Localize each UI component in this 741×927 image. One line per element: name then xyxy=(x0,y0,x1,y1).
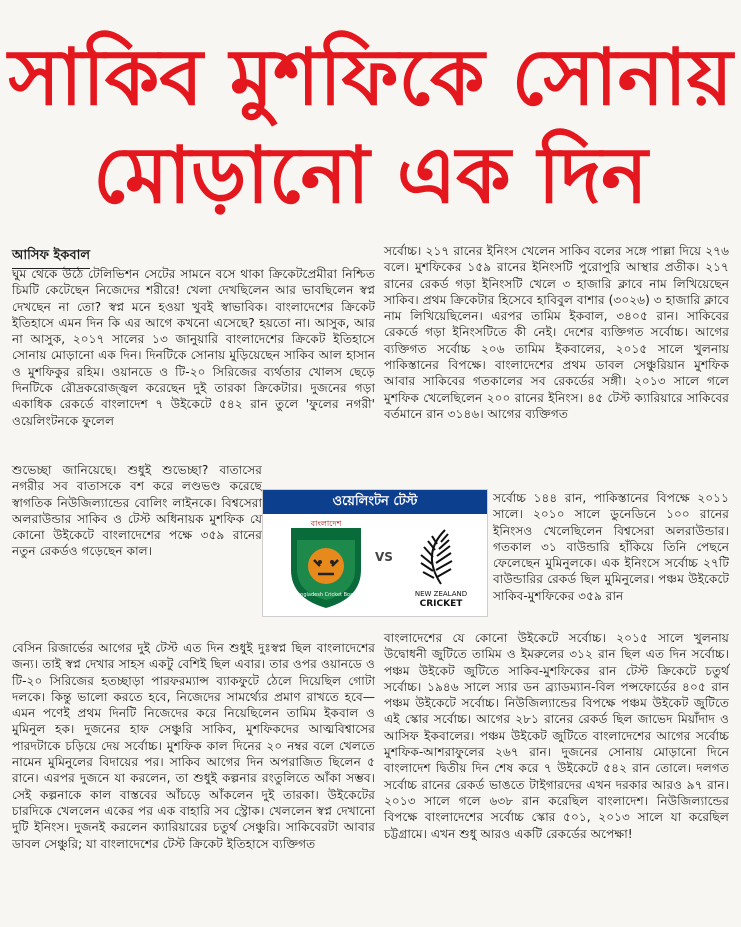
byline: আসিফ ইকবাল xyxy=(12,246,90,269)
paragraph: বেসিন রিজার্ভের আগের দুই টেস্ট এত দিন শুধুই দুঃস্বপ্ন ছিল বাংলাদেশের জন্য। তাই স্বপ্ন দেখার সাহস একটু বেশিই ছিল এবার। তার ওপর ওয়ানডে ও টি-২০ সিরিজের হতচ্ছাড়া পারফরম্যান্স ব্যাকফুটে ঠেলে দিয়েছিল গোটা দলকে। কিন্তু ভালো করতে হবে, নিজেদের সামর্থ্যের প্রমাণ রাখতে হবে— এমন পণেই প্রথম দিনটি নিজেদের করে নিয়েছিলেন তামিম ইকবাল ও মুমিনুল হক। দুজনের হাফ সেঞ্চুরি সাকিব, মুশফিকদের আত্মবিশ্বাসের পারদটাকে চড়িয়ে দেয় সর্বোচ্চ। মুশফিক কাল দিনের ২০ নম্বর বলে খেলতে নামেন মুমিনুলের বিদায়ের পর। সাকিব আগের দিন অপরাজিত ছিলেন ৫ রানে। এরপর দুজনে যা করলেন, তা শুধুই কল্পনার রংতুলিতে আঁকা সম্ভব। সেই কল্পনাকে কাল বাস্তবের আঁচড়ে আঁকলেন দুই তারকা। উইকেটের চারদিকে খেললেন একের পর এক বাহারি সব স্ট্রোক। খেললেন স্বপ্ন দেখানো দুটি ইনিংস। দুজনই করলেন ক্যারিয়ারের চতুর্থ সেঞ্চুরি। সাকিবেরটা আবার ডাবল সেঞ্চুরি; যা বাংলাদেশের টেস্ট ক্রিকেট ইতিহাসে ব্যক্তিগত xyxy=(12,641,375,851)
article-text-right-bottom xyxy=(384,630,729,842)
paragraph: বাংলাদেশের যে কোনো উইকেটে সর্বোচ্চ। ২০১৫ সালে খুলনায় উদ্বোধনী জুটিতে তামিম ও ইমরুলের ৩১২ রান ছিল এত দিন সর্বোচ্চ। পঞ্চম উইকেট জুটিতে সাকিব-মুশফিকের রান টেস্ট ক্রিকেটে চতুর্থ সর্বোচ্চ। ১৯৪৬ সালে স্যার ডন ব্র্যাডম্যান-বিল পন্সফোর্ডের ৪০৫ রান পঞ্চম উইকেটে সর্বোচ্চ। নিউজিল্যান্ডের বিপক্ষে পঞ্চম উইকেট জুটিতে এই স্কোর সর্বোচ্চ। আগের ২৮১ রানের রেকর্ড ছিল জাভেদ মিয়াঁদাদ ও আসিফ ইকবালের। পঞ্চম উইকেট জুটিতে বাংলাদেশের আগের সর্বোচ্চ মুশফিক-আশরাফুলের ২৬৭ রান। দুজনের সোনায় মোড়ানো দিনে বাংলাদেশ দ্বিতীয় দিন শেষ করে ৭ উইকেটে ৫৪২ রান তোলে। দলগত সর্বোচ্চ রানের রেকর্ড ভাঙতে টাইগারদের এখন দরকার আরও ৯৭ রান। ২০১৩ সালে গলে ৬৩৮ রান করেছিল বাংলাদেশ। নিউজিল্যান্ডের বিপক্ষে বাংলাদেশের সর্বোচ্চ স্কোর ৫০১, ২০১৩ সালে যা করেছিল চট্টগ্রামে। এখন শুধু আরও একটি রেকর্ডের অপেক্ষা! xyxy=(384,631,729,841)
article-text-right-mid xyxy=(493,490,729,604)
paragraph: ঘুম থেকে উঠে টেলিভিশন সেটের সামনে বসে থাকা ক্রিকেটপ্রেমীরা নিশ্চিত চিমটি কেটেছেন নিজেদের শরীরে! খেলা দেখছিলেন আর ভাবছিলেন স্বপ্ন দেখছেন না তো? স্বপ্ন মনে হওয়া খুবই স্বাভাবিক। বাংলাদেশের ক্রিকেট ইতিহাসে এমন দিন কি এর আগে কখনো এসেছে? হয়তো না। আসুক, আর না আসুক, ২০১৭ সালের ১৩ জানুয়ারি বাংলাদেশের ক্রিকেট ইতিহাসে সোনায় মোড়ানো এক দিন। দিনটিকে সোনায় মুড়িয়েছেন সাকিব আল হাসান ও মুশফিকুর রহিম। ওয়ানডে ও টি-২০ সিরিজের ব্যর্থতার খোলস ছেড়ে দিনটিকে রৌদ্রকরোজ্জ্বল করেছেন দুই তারকা ক্রিকেটার। দুজনের গড়া একাধিক রেকর্ডে বাংলাদেশ ৭ উইকেটে ৫৪২ রান তুলে 'ফুলের নগরী' ওয়েলিংটনকে ফুলেল xyxy=(12,267,375,428)
bangladesh-cricket-logo xyxy=(283,520,369,610)
nz-logo-line-1: NEW ZEALAND xyxy=(414,590,468,598)
bd-logo-bottom-text: Bangladesh Cricket Board xyxy=(293,592,359,598)
panel-title: ওয়েলিংটন টেস্ট xyxy=(263,490,487,514)
nz-logo-line-2: CRICKET xyxy=(419,599,463,609)
paragraph: শুভেচ্ছা জানিয়েছে। শুধুই শুভেচ্ছা? বাতাসের নগরীর সব বাতাসকে বশ করে লণ্ডভণ্ড করেছে স্বাগতিক নিউজিল্যান্ডের বোলিং লাইনকে। বিশ্বসেরা অলরাউন্ডার সাকিব ও টেস্ট অধিনায়ক মুশফিক যে কোনো উইকেটে বাংলাদেশের পক্ষে ৩৫৯ রানের নতুন রেকর্ডও গড়েছেন কাল। xyxy=(12,463,262,559)
headline-line-1: সাকিব মুশফিকে সোনায় xyxy=(8,33,733,123)
article-text-left-top xyxy=(12,266,375,429)
headline-line-2: মোড়ানো এক দিন xyxy=(93,131,648,221)
bd-logo-top-text: বাংলাদেশ xyxy=(310,520,342,528)
paragraph: সর্বোচ্চ। ২১৭ রানের ইনিংস খেলেন সাকিব বলের সঙ্গে পাল্লা দিয়ে ২৭৬ বলে। মুশফিকের ১৫৯ রানের ইনিংসটি পুরোপুরি আস্থার প্রতীক। ২১৭ রানের রেকর্ড গড়া ইনিংসটি খেলে ৩ হাজারি ক্লাবে নাম লিখিয়েছেন সাকিব। প্রথম ক্রিকেটার হিসেবে হাবিবুল বাশার (৩০২৬) ৩ হাজারি ক্লাবে নাম লিখিয়েছিলেন। এরপর তামিম ইকবাল, ৩৪০৫ রান। সাকিবের রেকর্ডে গড়া ইনিংসটিতে কী নেই। দেশের ব্যক্তিগত সর্বোচ্চ। আগের ব্যক্তিগত সর্বোচ্চ ২০৬ তামিম ইকবালের, ২০১৫ সালে খুলনায় পাকিস্তানের বিপক্ষে। বাংলাদেশের প্রথম ডাবল সেঞ্চুরিয়ান মুশফিক আবার সাকিবের গতকালের সব রেকর্ডের সঙ্গী। ২০১৩ সালে গলে মুশফিক খেলেছিলেন ২০০ রানের ইনিংস। ৪৫ টেস্ট ক্যারিয়ারে সাকিবের বর্তমানে রান ৩১৪৬। আগের ব্যক্তিগত xyxy=(384,244,729,421)
article-text-left-bottom xyxy=(12,640,375,852)
article-text-right-top xyxy=(384,243,729,422)
new-zealand-cricket-logo xyxy=(401,524,481,612)
match-info-panel xyxy=(262,489,488,617)
paragraph: সর্বোচ্চ ১৪৪ রান, পাকিস্তানের বিপক্ষে ২০১১ সালে। ২০১০ সালে ডুনেডিনে ১০০ রানের ইনিংসও খেলেছিলেন বিশ্বসেরা অলরাউন্ডার। গতকাল ৩১ বাউন্ডারি হাঁকিয়ে তিনি পেছনে ফেলেছেন মুমিনুলকে। এক ইনিংসে সর্বোচ্চ ২৭টি বাউন্ডারির রেকর্ড ছিল মুমিনুলের। পঞ্চম উইকেটে সাকিব-মুশফিকের ৩৫৯ রান xyxy=(493,491,729,603)
versus-label: VS xyxy=(375,550,393,564)
article-text-left-mid xyxy=(12,462,262,560)
